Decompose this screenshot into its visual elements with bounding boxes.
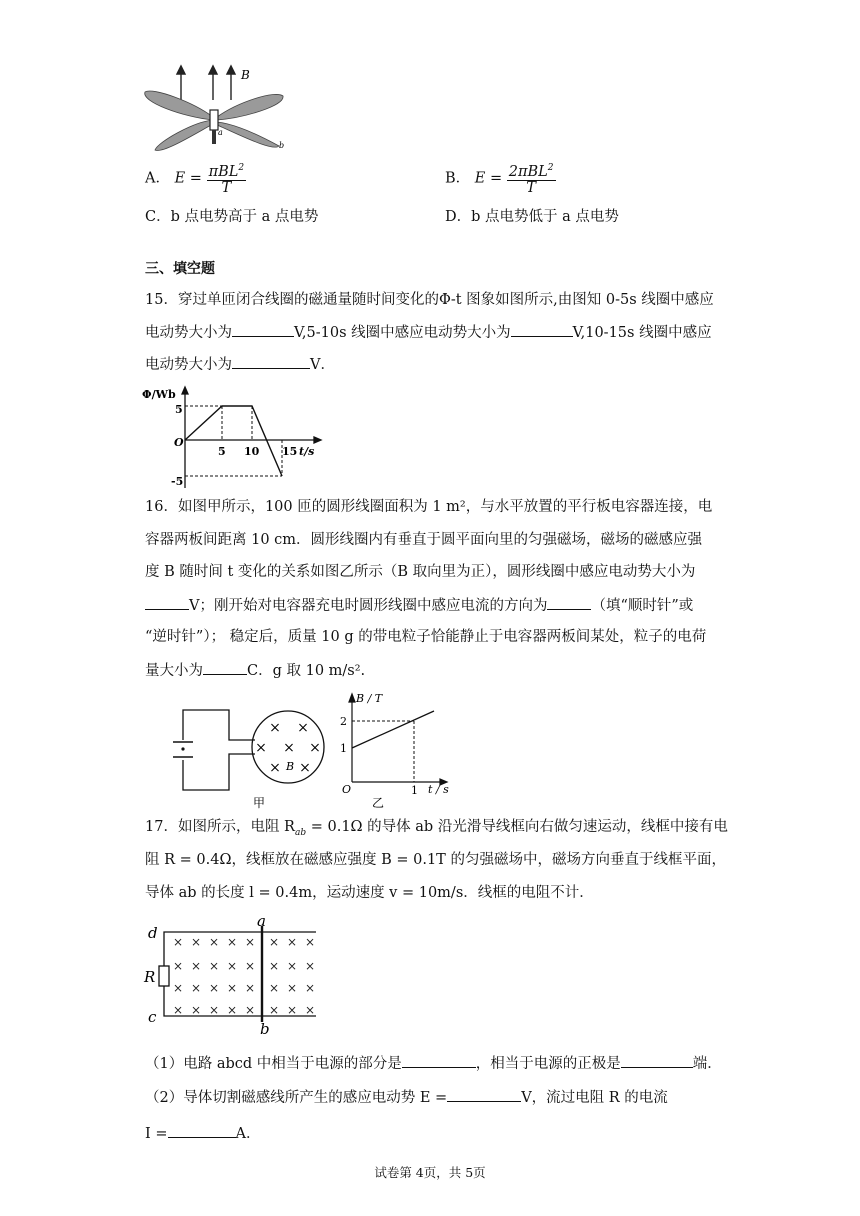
q17-field-crosses: [173, 935, 315, 1017]
option-a-e: E: [174, 170, 186, 187]
q16-xlabel: t / s: [428, 783, 449, 796]
point-b-label: b: [279, 141, 285, 150]
svg-text:×: ×: [286, 959, 298, 973]
q15-blank-1[interactable]: [232, 322, 294, 337]
option-b-fraction: $\frac{2\pi BL^2}{T}$: [508, 163, 554, 196]
svg-text:×: ×: [244, 935, 256, 949]
q17-sub1: [145, 1053, 722, 1074]
field-arrows: [177, 66, 235, 100]
q16-xtick-1: 1: [411, 784, 418, 797]
svg-text:×: ×: [255, 740, 267, 756]
q15-y-arrow: [182, 387, 188, 394]
q16-line4: [145, 595, 693, 616]
q15-blank-3[interactable]: [232, 354, 310, 369]
q17-sub2-text-b: V，流过电阻 R 的电流: [521, 1090, 668, 1106]
q16-circuit-figure: [165, 690, 345, 810]
q17-sub2: [145, 1087, 668, 1108]
point-a-label: a: [218, 128, 223, 137]
axle: [210, 110, 218, 130]
q14-blade-figure: [143, 62, 293, 162]
q15-line2: [145, 322, 712, 343]
blade-left-upper: [145, 91, 213, 120]
svg-text:×: ×: [304, 981, 316, 995]
label-b: b: [260, 1020, 270, 1036]
q15-text-e: V．: [310, 357, 335, 373]
svg-text:×: ×: [190, 935, 202, 949]
svg-text:×: ×: [172, 981, 184, 995]
q17-line2: 阻 R = 0.4Ω，线框放在磁感应强度 B = 0.1T 的匀强磁场中，磁场方向垂直于线框平面，: [145, 852, 726, 868]
q16-b-line: [352, 711, 434, 748]
svg-text:×: ×: [208, 935, 220, 949]
q16-blank-1[interactable]: [145, 595, 189, 610]
q16-y-arrow: [349, 694, 355, 702]
q17-subscript: ab: [294, 827, 307, 838]
q16-blank-2[interactable]: [547, 595, 591, 610]
q15-text-c: V,10-15s 线圈中感应: [572, 325, 712, 341]
svg-text:×: ×: [244, 981, 256, 995]
option-a-numerator: πBL: [208, 163, 239, 180]
q16-text-a: V；刚开始对电容器充电时圆形线圈中感应电流的方向为: [189, 598, 548, 614]
q15-phi-t-chart: [140, 384, 330, 490]
q15-text-b: V,5-10s 线圈中感应电动势大小为: [294, 325, 511, 341]
svg-text:×: ×: [283, 740, 295, 756]
q17-sub1-text-c: 端．: [692, 1056, 722, 1072]
q15-text-d: 电动势大小为: [145, 357, 232, 373]
q15-blank-2[interactable]: [511, 322, 573, 337]
q17-text-b: = 0.1Ω 的导体 ab 沿光滑导线框向右做匀速运动，线框中接有电: [306, 819, 728, 835]
q16-line1: 16．如图甲所示，100 匝的圆形线圈面积为 1 m²，与水平放置的平行板电容器连接，电: [145, 499, 713, 515]
svg-text:×: ×: [268, 981, 280, 995]
svg-text:×: ×: [190, 1003, 202, 1017]
q16-line6: [145, 660, 365, 681]
q17-line3: 导体 ab 的长度 l = 0.4m，运动速度 v = 10m/s．线框的电阻不计．: [145, 885, 594, 901]
charged-particle: [181, 747, 184, 750]
q15-ytick-5: 5: [175, 403, 183, 416]
q16-line5: “逆时针”）； 稳定后，质量 10 g 的带电粒子恰能静止于电容器两板间某处，粒子的电荷: [145, 629, 707, 645]
q17-line1: [145, 817, 728, 843]
svg-text:×: ×: [304, 1003, 316, 1017]
svg-text:×: ×: [244, 1003, 256, 1017]
svg-text:×: ×: [208, 959, 220, 973]
section-title: 三、填空题: [145, 261, 215, 277]
option-c: C．b 点电势高于 a 点电势: [145, 209, 319, 225]
q15-xtick-15: 15: [282, 445, 298, 458]
q17-text-a: 17．如图所示，电阻 R: [145, 819, 295, 835]
svg-text:×: ×: [172, 1003, 184, 1017]
q15-ylabel: Φ/Wb: [142, 388, 176, 401]
option-b-e: E: [474, 170, 486, 187]
option-b-denominator: T: [526, 179, 536, 196]
wire-top: [183, 710, 255, 740]
q15-xtick-5: 5: [218, 445, 226, 458]
svg-text:×: ×: [268, 935, 280, 949]
svg-text:×: ×: [172, 935, 184, 949]
svg-text:×: ×: [299, 760, 311, 776]
svg-text:×: ×: [297, 720, 309, 736]
option-b-letter: B．: [445, 170, 471, 187]
wire-bottom: [183, 754, 255, 790]
svg-text:×: ×: [226, 1003, 238, 1017]
q16-line3: 度 B 随时间 t 变化的关系如图乙所示（B 取向里为正），圆形线圈中感应电动势大小为: [145, 564, 696, 580]
q17-blank-2[interactable]: [621, 1053, 693, 1068]
q16-text-d: C．g 取 10 m/s².: [247, 663, 366, 679]
svg-text:×: ×: [286, 935, 298, 949]
option-a-denominator: T: [221, 179, 232, 196]
q17-sub2-text-a: （2）导体切割磁感线所产生的感应电动势 E =: [145, 1090, 448, 1106]
q17-sub3-text-a: I =: [145, 1126, 168, 1142]
label-c: c: [148, 1008, 157, 1026]
blade-right-lower: [217, 122, 279, 147]
q17-sub1-text-b: ，相当于电源的正极是: [475, 1056, 621, 1072]
svg-text:×: ×: [286, 1003, 298, 1017]
option-d: D．b 点电势低于 a 点电势: [445, 209, 619, 225]
q17-blank-3[interactable]: [447, 1087, 521, 1102]
coil-field-label: B: [286, 760, 295, 773]
option-b-numerator: 2πBL: [508, 163, 548, 180]
svg-text:×: ×: [208, 1003, 220, 1017]
q16-line2: 容器两板间距离 10 cm．圆形线圈内有垂直于圆平面向里的匀强磁场，磁场的磁感应强: [145, 532, 703, 548]
label-a: a: [257, 912, 266, 930]
svg-text:×: ×: [304, 959, 316, 973]
fig-jia-label: 甲: [253, 796, 266, 810]
q15-origin: O: [174, 436, 184, 449]
blade-right-upper: [217, 94, 283, 120]
svg-text:×: ×: [286, 981, 298, 995]
svg-text:×: ×: [269, 720, 281, 736]
q15-text-a: 电动势大小为: [145, 325, 232, 341]
page-footer: 试卷第 4页，共 5页: [374, 1165, 486, 1180]
q16-blank-3[interactable]: [203, 660, 247, 675]
axle-rod: [212, 130, 216, 144]
svg-text:×: ×: [226, 981, 238, 995]
q15-line1: 15．穿过单匝闭合线圈的磁通量随时间变化的Φ-t 图象如图所示,由图知 0-5s 线圈中感应: [145, 292, 714, 308]
svg-text:×: ×: [244, 959, 256, 973]
label-d: d: [148, 924, 158, 942]
q15-line3: [145, 354, 335, 375]
q17-sub1-text-a: （1）电路 abcd 中相当于电源的部分是: [145, 1056, 402, 1072]
q16-ylabel: B / T: [356, 692, 383, 705]
q16-origin: O: [342, 783, 352, 796]
blade-left-lower: [155, 120, 213, 150]
q15-xlabel: t/s: [299, 445, 315, 458]
label-r: R: [144, 968, 156, 986]
field-label-b: B: [241, 68, 250, 82]
option-a-fraction: $\frac{\pi BL^2}{T}$: [208, 163, 245, 196]
svg-text:×: ×: [268, 1003, 280, 1017]
option-b: B． E = $\frac{2\pi BL^2}{T}$: [445, 163, 554, 196]
q16-text-c: 量大小为: [145, 663, 203, 679]
q17-circuit-figure: [140, 912, 330, 1036]
option-a-letter: A．: [145, 170, 170, 187]
q16-ytick-1: 1: [340, 742, 347, 755]
q15-ytick-neg5: -5: [171, 475, 184, 488]
q17-blank-4[interactable]: [168, 1123, 236, 1138]
svg-text:×: ×: [226, 959, 238, 973]
svg-text:×: ×: [269, 760, 281, 776]
q15-x-arrow: [314, 437, 321, 443]
svg-text:×: ×: [190, 959, 202, 973]
q16-ytick-2: 2: [340, 715, 347, 728]
q15-xtick-10: 10: [244, 445, 260, 458]
q15-phi-curve: [185, 406, 282, 476]
svg-text:×: ×: [309, 740, 321, 756]
svg-text:×: ×: [172, 959, 184, 973]
svg-text:×: ×: [190, 981, 202, 995]
svg-text:×: ×: [208, 981, 220, 995]
q17-blank-1[interactable]: [402, 1053, 476, 1068]
option-a: A． E = $\frac{\pi BL^2}{T}$: [145, 163, 245, 196]
q16-text-b: （填“顺时针”或: [591, 598, 694, 614]
q16-b-t-graph: [334, 690, 464, 810]
q17-sub3: [145, 1123, 260, 1144]
q17-sub3-text-b: A．: [235, 1126, 261, 1142]
svg-text:×: ×: [226, 935, 238, 949]
resistor-r: [159, 966, 169, 986]
svg-text:×: ×: [304, 935, 316, 949]
svg-text:×: ×: [268, 959, 280, 973]
fig-yi-label: 乙: [372, 796, 385, 810]
